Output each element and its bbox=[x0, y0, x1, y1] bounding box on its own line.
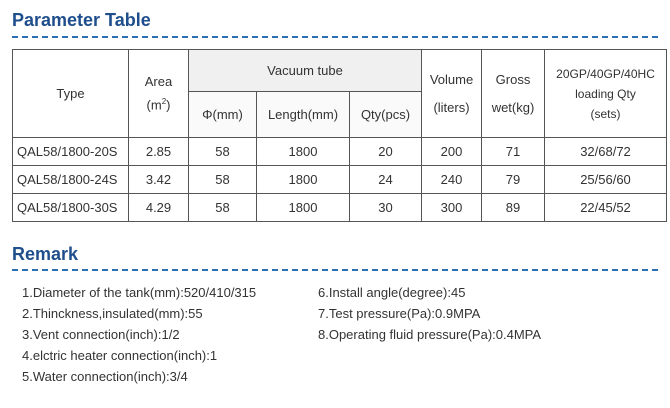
header-length: Length(mm) bbox=[257, 92, 350, 138]
table-row bbox=[13, 194, 667, 222]
header-qty: Qty(pcs) bbox=[350, 92, 422, 138]
cell-volume: 300 bbox=[422, 194, 482, 222]
parameter-table bbox=[12, 49, 667, 222]
remark-item: 7.Test pressure(Pa):0.9MPA bbox=[318, 306, 481, 321]
cell-volume: 240 bbox=[422, 166, 482, 194]
remark-item: 5.Water connection(inch):3/4 bbox=[22, 369, 188, 384]
remark-item: 2.Thinckness,insulated(mm):55 bbox=[22, 306, 203, 321]
remark-item: 3.Vent connection(inch):1/2 bbox=[22, 327, 180, 342]
parameter-table-heading: Parameter Table bbox=[12, 10, 151, 30]
header-area: Area $(m^2)$ bbox=[129, 50, 189, 138]
cell-area: 3.42 bbox=[129, 166, 189, 194]
header-phi: Φ(mm) bbox=[189, 92, 257, 138]
dashed-divider bbox=[12, 269, 658, 271]
cell-length: 1800 bbox=[257, 138, 350, 166]
cell-area: 2.85 bbox=[129, 138, 189, 166]
cell-length: 1800 bbox=[257, 194, 350, 222]
table-row bbox=[13, 138, 667, 166]
remark-item: 1.Diameter of the tank(mm):520/410/315 bbox=[22, 285, 257, 300]
cell-type: QAL58/1800-24S bbox=[13, 166, 129, 194]
remark-item: 4.elctric heater connection(inch):1 bbox=[22, 348, 218, 363]
cell-qty: 30 bbox=[350, 194, 422, 222]
cell-phi: 58 bbox=[189, 194, 257, 222]
header-type: Type bbox=[13, 50, 129, 138]
cell-volume: 200 bbox=[422, 138, 482, 166]
cell-phi: 58 bbox=[189, 138, 257, 166]
header-vacuum-tube: Vacuum tube bbox=[189, 50, 422, 92]
cell-phi: 58 bbox=[189, 166, 257, 194]
cell-area: 4.29 bbox=[129, 194, 189, 222]
cell-length: 1800 bbox=[257, 166, 350, 194]
header-loading-qty: 20GP/40GP/40HC loading Qty (sets) bbox=[545, 50, 667, 138]
cell-gross: 79 bbox=[482, 166, 545, 194]
remarks-left-list bbox=[22, 282, 256, 387]
cell-loading: 32/68/72 bbox=[545, 138, 667, 166]
cell-loading: 25/56/60 bbox=[545, 166, 667, 194]
remark-heading: Remark bbox=[12, 244, 79, 264]
dashed-divider bbox=[12, 36, 658, 38]
table-row bbox=[13, 166, 667, 194]
remark-item: 6.Install angle(degree):45 bbox=[318, 285, 466, 300]
cell-type: QAL58/1800-20S bbox=[13, 138, 129, 166]
remark-item: 8.Operating fluid pressure(Pa):0.4MPA bbox=[318, 327, 542, 342]
header-gross: Gross wet(kg) bbox=[482, 50, 545, 138]
cell-qty: 20 bbox=[350, 138, 422, 166]
remarks-right-list bbox=[318, 282, 541, 345]
cell-loading: 22/45/52 bbox=[545, 194, 667, 222]
cell-type: QAL58/1800-30S bbox=[13, 194, 129, 222]
cell-gross: 71 bbox=[482, 138, 545, 166]
cell-gross: 89 bbox=[482, 194, 545, 222]
header-volume: Volume (liters) bbox=[422, 50, 482, 138]
cell-qty: 24 bbox=[350, 166, 422, 194]
